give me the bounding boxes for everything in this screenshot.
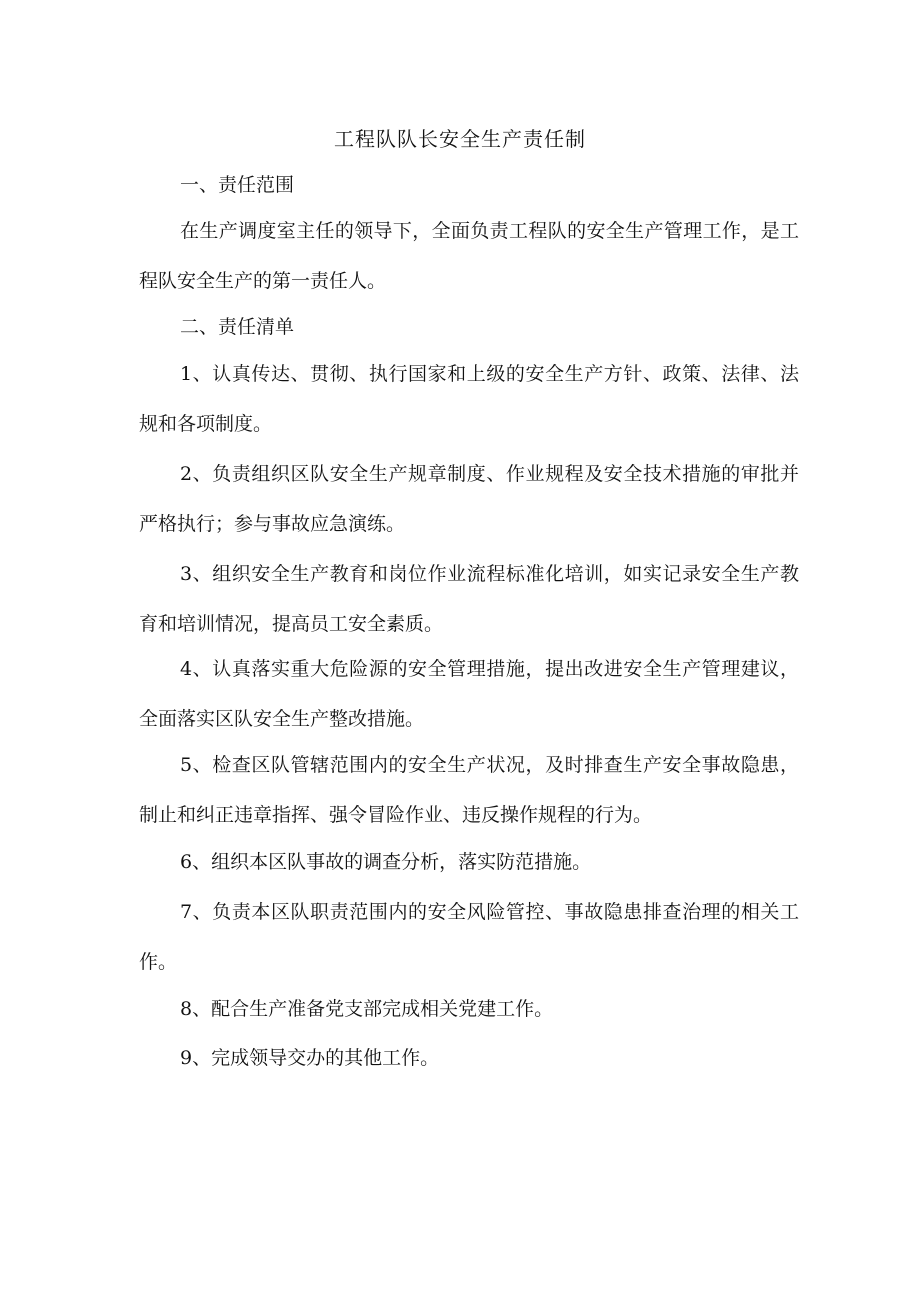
list-item-9: 9、完成领导交办的其他工作。 xyxy=(180,1047,440,1069)
list-item-2: 2、负责组织区队安全生产规章制度、作业规程及安全技术措施的审批并严格执行；参与事故应急演练。 xyxy=(139,463,799,535)
list-item-5: 5、检查区队管辖范围内的安全生产状况，及时排查生产安全事故隐患，制止和纠正违章指挥、强令冒险作业、违反操作规程的行为。 xyxy=(139,754,799,826)
scope-paragraph: 在生产调度室主任的领导下，全面负责工程队的安全生产管理工作，是工程队安全生产的第一责任人。 xyxy=(139,220,799,292)
list-item-7: 7、负责本区队职责范围内的安全风险管控、事故隐患排查治理的相关工作。 xyxy=(139,901,799,973)
section-heading-scope: 一、责任范围 xyxy=(180,174,295,196)
list-item-8: 8、配合生产准备党支部完成相关党建工作。 xyxy=(180,998,554,1020)
document-title: 工程队队长安全生产责任制 xyxy=(334,127,586,151)
list-item-3: 3、组织安全生产教育和岗位作业流程标准化培训，如实记录安全生产教育和培训情况，提高员工安全素质。 xyxy=(139,563,799,635)
list-item-4: 4、认真落实重大危险源的安全管理措施，提出改进安全生产管理建议，全面落实区队安全生产整改措施。 xyxy=(139,658,799,730)
list-item-6: 6、组织本区队事故的调查分析，落实防范措施。 xyxy=(180,851,592,873)
section-heading-list: 二、责任清单 xyxy=(180,316,295,338)
list-item-1: 1、认真传达、贯彻、执行国家和上级的安全生产方针、政策、法律、法规和各项制度。 xyxy=(139,363,799,435)
